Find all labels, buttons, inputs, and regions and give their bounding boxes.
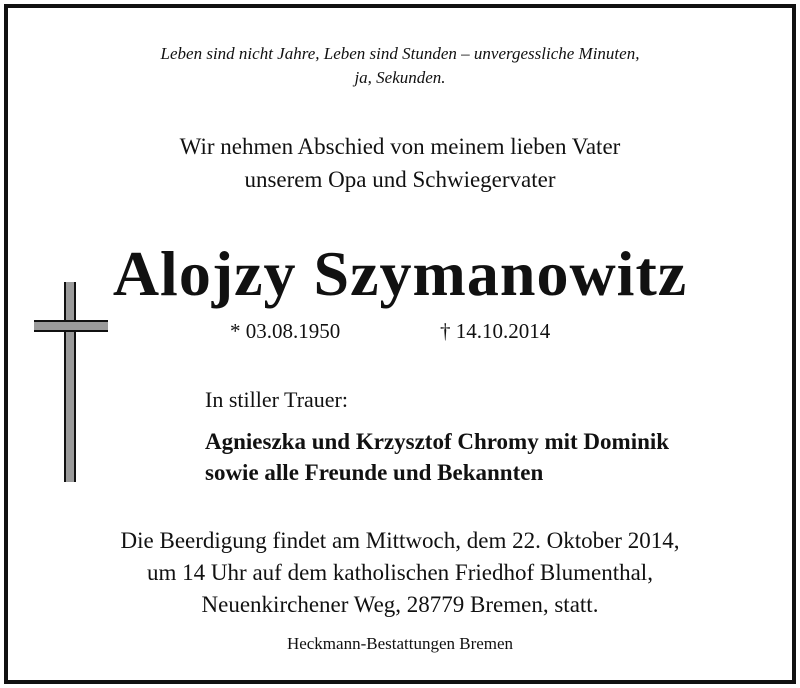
death-date: † 14.10.2014 xyxy=(440,319,551,343)
mourners-line-1: Agnieszka und Krzysztof Chromy mit Dominik xyxy=(205,429,670,454)
birth-date: * 03.08.1950 xyxy=(230,319,341,343)
intro-line-1: Wir nehmen Abschied von meinem lieben Vater xyxy=(179,134,621,159)
obituary-notice xyxy=(4,4,796,684)
mourning-heading: In stiller Trauer: xyxy=(205,387,348,412)
deceased-name: Alojzy Szymanowitz xyxy=(112,238,688,309)
motto-line-2: ja, Sekunden. xyxy=(354,68,446,87)
funeral-line-2: um 14 Uhr auf dem katholischen Friedhof Blumenthal, xyxy=(147,560,653,585)
motto-line-1: Leben sind nicht Jahre, Leben sind Stunden – unvergessliche Minuten, xyxy=(160,44,640,63)
undertaker-name: Heckmann-Bestattungen Bremen xyxy=(286,634,514,653)
funeral-line-3: Neuenkirchener Weg, 28779 Bremen, statt. xyxy=(201,592,599,617)
mourners-line-2: sowie alle Freunde und Bekannten xyxy=(205,460,544,485)
intro-line-2: unserem Opa und Schwiegervater xyxy=(244,167,556,192)
funeral-line-1: Die Beerdigung findet am Mittwoch, dem 22. Oktober 2014, xyxy=(120,528,680,553)
latin-cross-icon xyxy=(34,282,108,482)
